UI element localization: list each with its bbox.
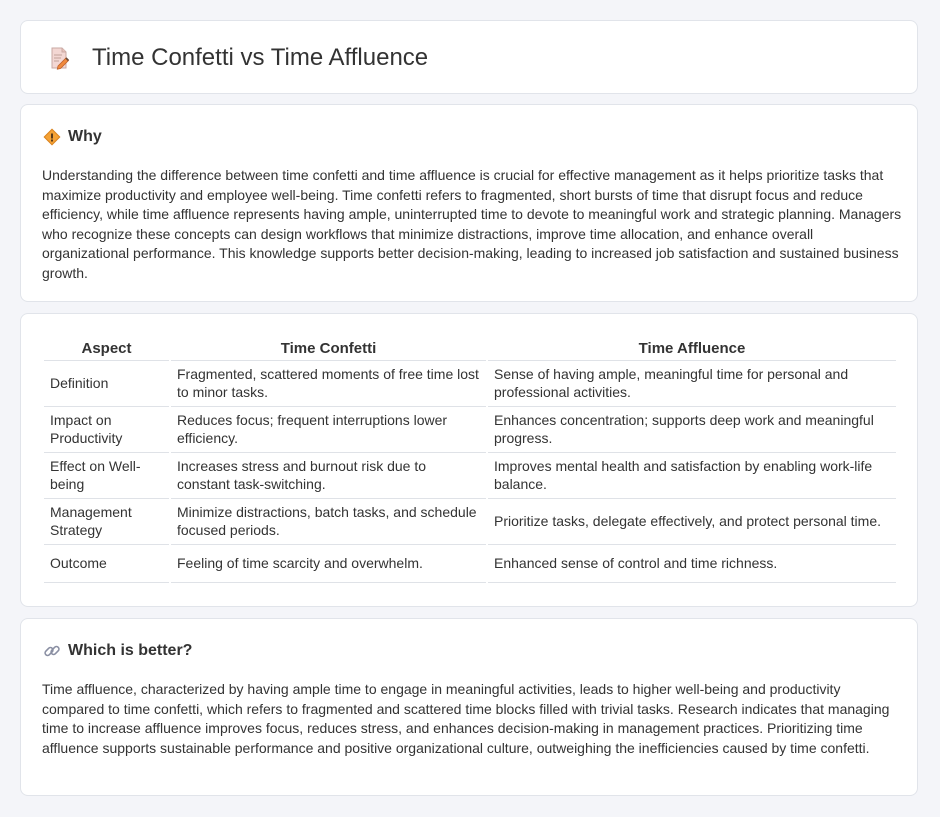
comparison-section (20, 313, 918, 607)
table-row (44, 499, 896, 545)
aspect-cell: Management Strategy (44, 499, 169, 545)
aspect-cell: Definition (44, 361, 169, 407)
title-card (20, 20, 918, 94)
time-affluence-cell: Prioritize tasks, delegate effectively, and protect personal time. (488, 499, 896, 545)
why-heading-row (43, 127, 102, 147)
time-affluence-cell: Enhances concentration; supports deep work and meaningful progress. (488, 407, 896, 453)
time-confetti-cell: Minimize distractions, batch tasks, and schedule focused periods. (171, 499, 486, 545)
page-title: Time Confetti vs Time Affluence (92, 44, 429, 71)
column-header-time-confetti: Time Confetti (171, 334, 486, 361)
link-icon (43, 642, 61, 660)
time-affluence-cell: Improves mental health and satisfaction by enabling work-life balance. (488, 453, 896, 499)
why-paragraph: Understanding the difference between time confetti and time affluence is crucial for effective management as it helps prioritize tasks that maximize productivity and employee well-being. Time confetti refers to fragmented, short bursts of time that disrupt focus and reduce efficiency, while time affluence represents having ample, uninterrupted time to devote to meaningful work and strategic planning. Managers who recognize these concepts can design workflows that minimize distractions, improve time allocation, and enhance overall organizational performance. This knowledge supports better decision-making, leading to increased job satisfaction and sustained business growth. (42, 167, 902, 281)
time-confetti-cell: Feeling of time scarcity and overwhelm. (171, 545, 486, 583)
time-affluence-cell: Enhanced sense of control and time richness. (488, 545, 896, 583)
aspect-cell: Impact on Productivity (44, 407, 169, 453)
which-paragraph: Time affluence, characterized by having ample time to engage in meaningful activities, leads to higher well-being and productivity compared to time confetti, which refers to fragmented and scattered time blocks filled with trivial tasks. Research indicates that managing time to increase affluence improves focus, reduces stress, and enhances decision-making in management practices. Prioritizing time affluence supports sustainable performance and positive organizational culture, outweighing the inefficiencies caused by time confetti. (42, 681, 890, 756)
why-section (20, 104, 918, 302)
time-affluence-cell: Sense of having ample, meaningful time for personal and professional activities. (488, 361, 896, 407)
aspect-cell: Effect on Well-being (44, 453, 169, 499)
why-heading: Why (68, 128, 102, 145)
column-header-aspect: Aspect (44, 334, 169, 361)
column-header-time-affluence: Time Affluence (488, 334, 896, 361)
table-row (44, 407, 896, 453)
which-heading-row (43, 641, 192, 661)
time-confetti-cell: Fragmented, scattered moments of free time lost to minor tasks. (171, 361, 486, 407)
document-pencil-icon (47, 46, 71, 70)
time-confetti-cell: Reduces focus; frequent interruptions lower efficiency. (171, 407, 486, 453)
diamond-sign-icon (43, 128, 61, 146)
which-heading: Which is better? (68, 642, 193, 659)
table-header-row (44, 334, 896, 361)
table-row (44, 545, 896, 583)
which-section (20, 618, 918, 796)
time-confetti-cell: Increases stress and burnout risk due to constant task-switching. (171, 453, 486, 499)
aspect-cell: Outcome (44, 545, 169, 583)
table-row (44, 453, 896, 499)
comparison-table (42, 334, 898, 583)
table-row (44, 361, 896, 407)
